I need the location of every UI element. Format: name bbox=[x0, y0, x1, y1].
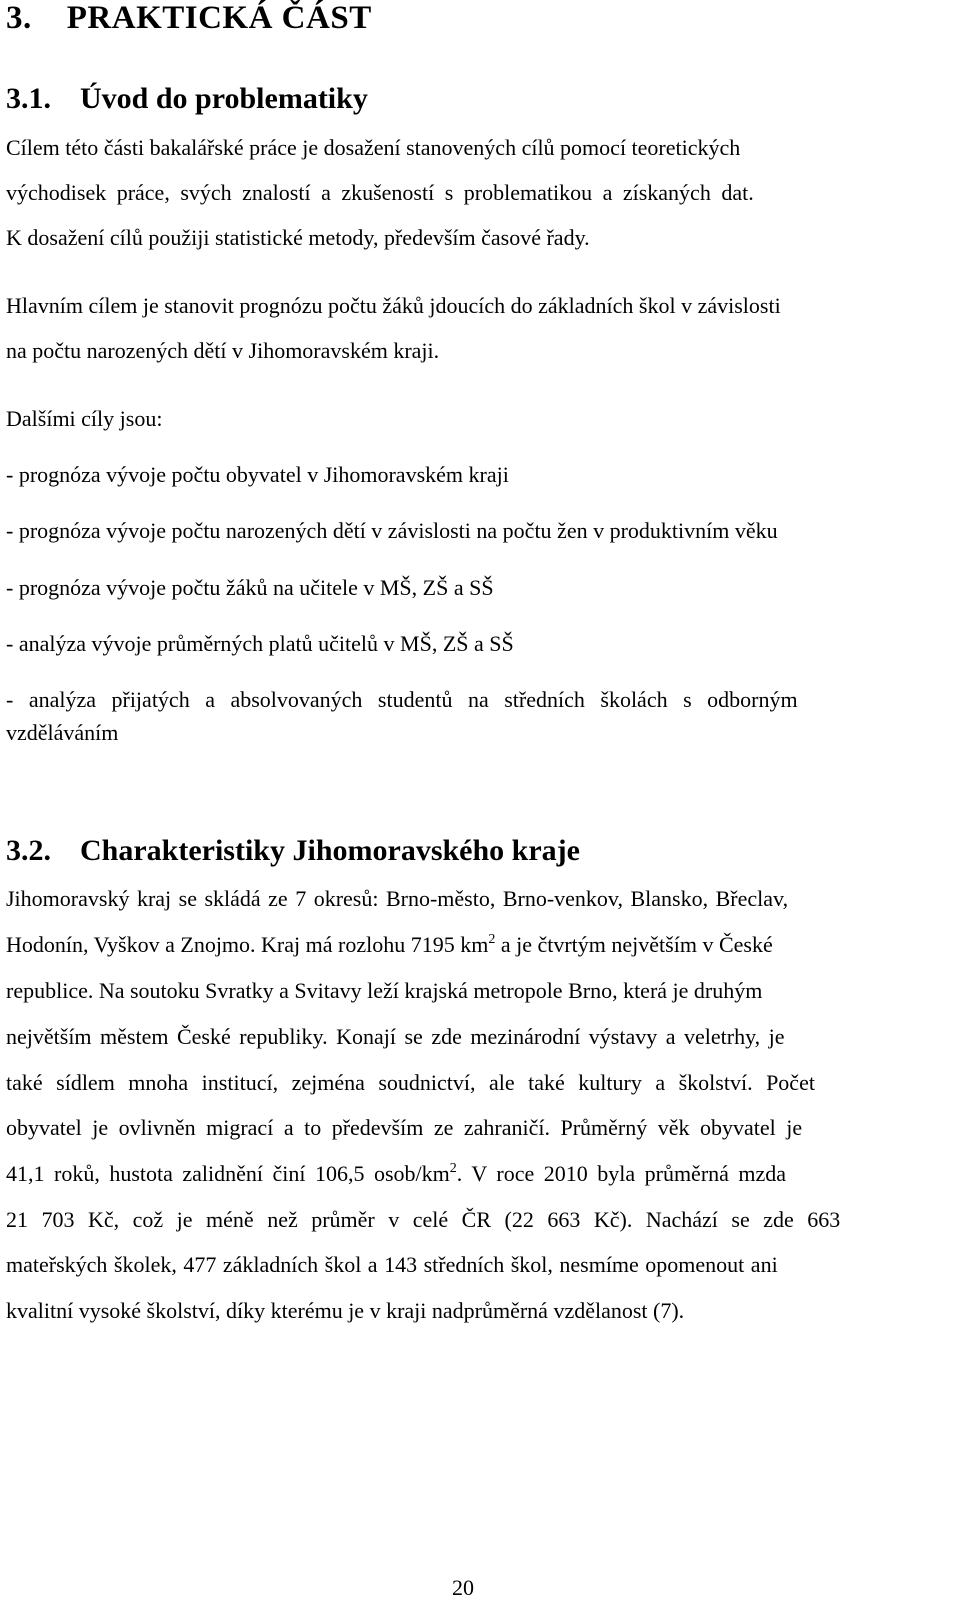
text-line: největším městem České republiky. Konají se zde mezinárodní výstavy a veletrhy, je bbox=[6, 1024, 785, 1049]
text-line: K dosažení cílů použiji statistické metody, především časové řady. bbox=[6, 225, 590, 250]
goal-item: - prognóza vývoje počtu žáků na učitele v MŠ, ZŠ a SŠ bbox=[6, 575, 494, 600]
text-line: obyvatel je ovlivněn migrací a to především ze zahraničí. Průměrný věk obyvatel je bbox=[6, 1115, 803, 1140]
goal-item-continuation: vzděláváním bbox=[6, 720, 119, 745]
section-title: Úvod do problematiky bbox=[80, 82, 368, 115]
section-number: 3.1. bbox=[6, 82, 51, 115]
paragraph-line bbox=[6, 135, 928, 161]
section-heading-3-1 bbox=[6, 82, 368, 116]
paragraph-line bbox=[6, 1207, 840, 1233]
paragraph-line bbox=[6, 1161, 786, 1187]
text-line: . V roce 2010 byla průměrná mzda bbox=[456, 1161, 787, 1186]
paragraph-line bbox=[6, 180, 754, 206]
goal-item: - prognóza vývoje počtu narozených dětí v závislosti na počtu žen v produktivním věku bbox=[6, 518, 778, 543]
paragraph-line bbox=[6, 1298, 684, 1324]
text-line: Hodonín, Vyškov a Znojmo. Kraj má rozlohu 7195 km bbox=[6, 932, 489, 957]
paragraph-line bbox=[6, 1024, 785, 1050]
chapter-title: PRAKTICKÁ ČÁST bbox=[66, 0, 372, 36]
goal-item: - analýza vývoje průměrných platů učitelů v MŠ, ZŠ a SŠ bbox=[6, 631, 514, 656]
goals-intro: Dalšími cíly jsou: bbox=[6, 406, 163, 431]
paragraph-line bbox=[6, 1252, 778, 1278]
paragraph-line bbox=[6, 338, 439, 364]
text-line: mateřských školek, 477 základních škol a 143 středních škol, nesmíme opomenout ani bbox=[6, 1252, 778, 1277]
paragraph-line bbox=[6, 978, 762, 1004]
paragraph-line bbox=[6, 225, 590, 251]
goal-item: - prognóza vývoje počtu obyvatel v Jihomoravském kraji bbox=[6, 462, 509, 487]
text-line: Hlavním cílem je stanovit prognózu počtu žáků jdoucích do základních škol v závislosti bbox=[6, 293, 781, 318]
text-line: také sídlem mnoha institucí, zejména soudnictví, ale také kultury a školství. Počet bbox=[6, 1070, 815, 1095]
superscript: 2 bbox=[449, 1161, 457, 1176]
paragraph-line bbox=[6, 932, 773, 958]
text-line: a je čtvrtým největším v České bbox=[495, 932, 773, 957]
section-title: Charakteristiky Jihomoravského kraje bbox=[80, 834, 580, 867]
section-number: 3.2. bbox=[6, 834, 51, 867]
text-line: kvalitní vysoké školství, díky kterému je v kraji nadprůměrná vzdělanost (7). bbox=[6, 1298, 685, 1323]
paragraph-line bbox=[6, 1070, 815, 1096]
paragraph-line bbox=[6, 886, 788, 912]
superscript: 2 bbox=[488, 932, 496, 947]
goal-item: - analýza přijatých a absolvovaných studentů na středních školách s odborným bbox=[6, 687, 798, 712]
chapter-number: 3. bbox=[6, 0, 32, 36]
text-line: východisek práce, svých znalostí a zkušeností s problematikou a získaných dat. bbox=[6, 180, 754, 205]
section-heading-3-2 bbox=[6, 834, 580, 868]
text-line: 41,1 roků, hustota zalidnění činí 106,5 osob/km bbox=[6, 1161, 450, 1186]
text-line: republice. Na soutoku Svratky a Svitavy leží krajská metropole Brno, která je druhým bbox=[6, 978, 763, 1003]
text-line: Jihomoravský kraj se skládá ze 7 okresů: Brno-město, Brno-venkov, Blansko, Břeclav, bbox=[6, 886, 789, 911]
chapter-heading bbox=[6, 0, 372, 37]
text-line: Cílem této části bakalářské práce je dosažení stanovených cílů pomocí teoretických bbox=[6, 135, 741, 160]
text-line: 21 703 Kč, což je méně než průměr v celé ČR (22 663 Kč). Nachází se zde 663 bbox=[6, 1207, 841, 1232]
text-line: na počtu narozených dětí v Jihomoravském kraji. bbox=[6, 338, 440, 363]
paragraph-line bbox=[6, 1115, 802, 1141]
page-number: 20 bbox=[452, 1575, 474, 1600]
paragraph-line bbox=[6, 293, 781, 319]
